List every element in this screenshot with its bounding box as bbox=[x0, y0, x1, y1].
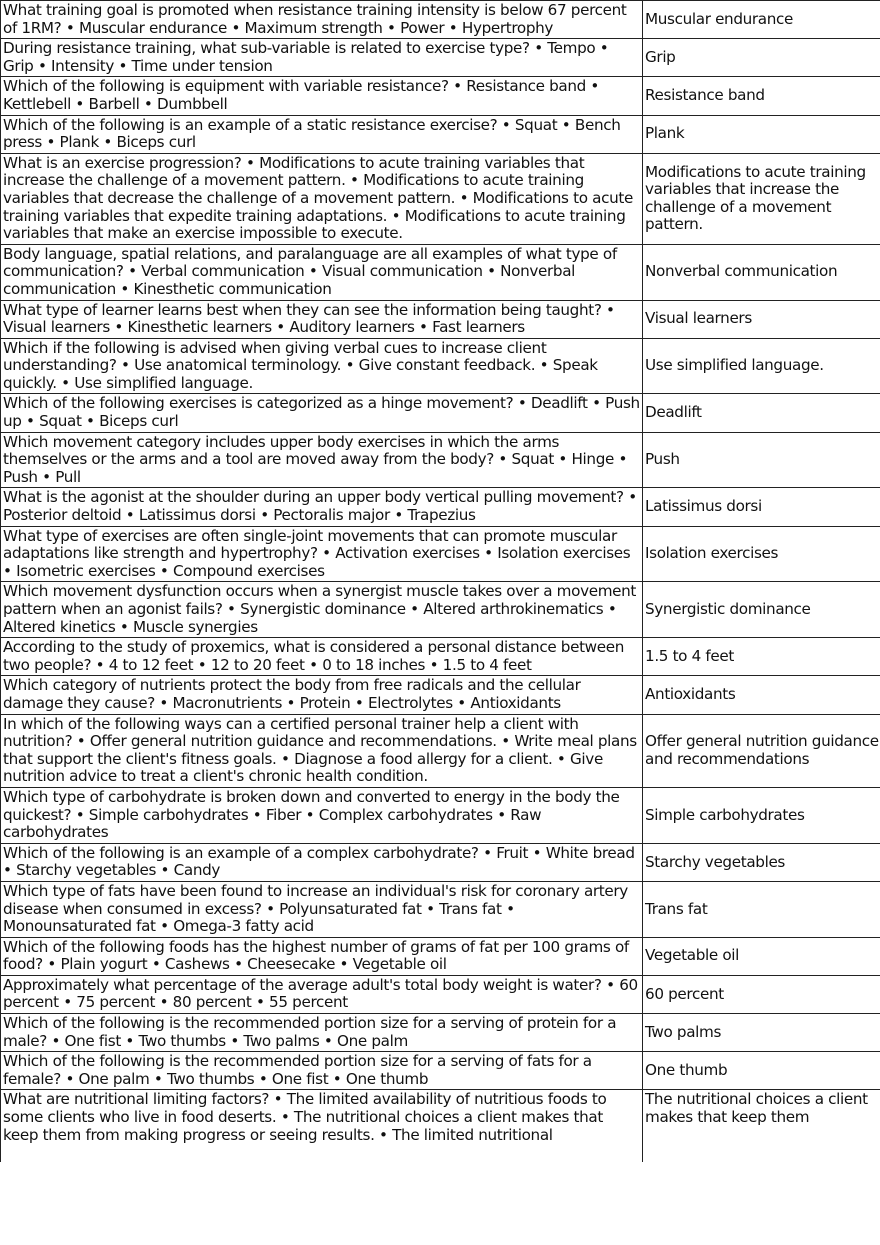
question-cell: What training goal is promoted when resistance training intensity is below 67 percent of 1RM? • Muscular endurance • Maximum strength • Power • Hypertrophy bbox=[1, 1, 643, 39]
question-cell: In which of the following ways can a certified personal trainer help a client with nutrition? • Offer general nutrition guidance and recommendations. • Write meal plans that support the client's fitness goals. • Diagnose a food allergy for a client. • Give nutrition advice to treat a client's chronic health condition. bbox=[1, 714, 643, 787]
answer-cell: Antioxidants bbox=[643, 676, 880, 714]
table-row bbox=[1, 394, 880, 432]
answer-cell: Isolation exercises bbox=[643, 526, 880, 582]
answer-cell: Latissimus dorsi bbox=[643, 488, 880, 526]
answer-cell: Offer general nutrition guidance and recommendations bbox=[643, 714, 880, 787]
question-cell: What is an exercise progression? • Modifications to acute training variables that increase the challenge of a movement pattern. • Modifications to acute training variables that decrease the challenge of a movement pattern. • Modifications to acute training variables that expedite training adaptations. • Modifications to acute training variables that make an exercise impossible to execute. bbox=[1, 153, 643, 244]
table-row bbox=[1, 638, 880, 676]
table-row bbox=[1, 676, 880, 714]
question-cell: What is the agonist at the shoulder during an upper body vertical pulling movement? • Posterior deltoid • Latissimus dorsi • Pectoralis major • Trapezius bbox=[1, 488, 643, 526]
table-row bbox=[1, 1, 880, 39]
answer-cell: Modifications to acute training variables that increase the challenge of a movement pattern. bbox=[643, 153, 880, 244]
table-row bbox=[1, 843, 880, 881]
table-row bbox=[1, 787, 880, 843]
answer-cell: Plank bbox=[643, 115, 880, 153]
answer-cell: Grip bbox=[643, 39, 880, 77]
question-cell: Which type of fats have been found to increase an individual's risk for coronary artery disease when consumed in excess? • Polyunsaturated fat • Trans fat • Monounsaturated fat • Omega-3 fatty acid bbox=[1, 881, 643, 937]
question-cell: During resistance training, what sub-variable is related to exercise type? • Tempo • Grip • Intensity • Time under tension bbox=[1, 39, 643, 77]
answer-cell: One thumb bbox=[643, 1052, 880, 1090]
table-row bbox=[1, 153, 880, 244]
table-row bbox=[1, 582, 880, 638]
answer-cell: Deadlift bbox=[643, 394, 880, 432]
question-cell: Which of the following is an example of a static resistance exercise? • Squat • Bench press • Plank • Biceps curl bbox=[1, 115, 643, 153]
answer-cell: Nonverbal communication bbox=[643, 244, 880, 300]
answer-cell: Muscular endurance bbox=[643, 1, 880, 39]
answer-cell: Trans fat bbox=[643, 881, 880, 937]
answer-cell: The nutritional choices a client makes that keep them bbox=[643, 1090, 880, 1163]
question-cell: Which of the following is the recommended portion size for a serving of protein for a male? • One fist • Two thumbs • Two palms • One palm bbox=[1, 1014, 643, 1052]
table-row bbox=[1, 937, 880, 975]
table-row bbox=[1, 115, 880, 153]
table-row bbox=[1, 714, 880, 787]
question-cell: Body language, spatial relations, and paralanguage are all examples of what type of communication? • Verbal communication • Visual communication • Nonverbal communication • Kinesthetic communication bbox=[1, 244, 643, 300]
question-cell: Which of the following exercises is categorized as a hinge movement? • Deadlift • Push up • Squat • Biceps curl bbox=[1, 394, 643, 432]
table-row bbox=[1, 244, 880, 300]
question-cell: Which of the following foods has the highest number of grams of fat per 100 grams of food? • Plain yogurt • Cashews • Cheesecake • Vegetable oil bbox=[1, 937, 643, 975]
question-cell: What are nutritional limiting factors? • The limited availability of nutritious foods to some clients who live in food deserts. • The nutritional choices a client makes that keep them from making progress or seeing results. • The limited nutritional bbox=[1, 1090, 643, 1163]
table-row bbox=[1, 1014, 880, 1052]
table-row bbox=[1, 975, 880, 1013]
question-cell: Which if the following is advised when giving verbal cues to increase client understanding? • Use anatomical terminology. • Give constant feedback. • Speak quickly. • Use simplified language. bbox=[1, 338, 643, 394]
table-row bbox=[1, 338, 880, 394]
question-cell: According to the study of proxemics, what is considered a personal distance between two people? • 4 to 12 feet • 12 to 20 feet • 0 to 18 inches • 1.5 to 4 feet bbox=[1, 638, 643, 676]
answer-cell: Starchy vegetables bbox=[643, 843, 880, 881]
table-row bbox=[1, 881, 880, 937]
table-row bbox=[1, 432, 880, 488]
table-row bbox=[1, 39, 880, 77]
table-row bbox=[1, 526, 880, 582]
answer-cell: 1.5 to 4 feet bbox=[643, 638, 880, 676]
answer-cell: Synergistic dominance bbox=[643, 582, 880, 638]
answer-cell: 60 percent bbox=[643, 975, 880, 1013]
question-cell: Which category of nutrients protect the body from free radicals and the cellular damage they cause? • Macronutrients • Protein • Electrolytes • Antioxidants bbox=[1, 676, 643, 714]
answer-cell: Vegetable oil bbox=[643, 937, 880, 975]
question-cell: Which movement category includes upper body exercises in which the arms themselves or the arms and a tool are moved away from the body? • Squat • Hinge • Push • Pull bbox=[1, 432, 643, 488]
table-row bbox=[1, 300, 880, 338]
answer-cell: Two palms bbox=[643, 1014, 880, 1052]
question-cell: Which of the following is equipment with variable resistance? • Resistance band • Kettlebell • Barbell • Dumbbell bbox=[1, 77, 643, 115]
question-cell: Approximately what percentage of the average adult's total body weight is water? • 60 percent • 75 percent • 80 percent • 55 percent bbox=[1, 975, 643, 1013]
question-cell: Which type of carbohydrate is broken down and converted to energy in the body the quickest? • Simple carbohydrates • Fiber • Complex carbohydrates • Raw carbohydrates bbox=[1, 787, 643, 843]
table-row bbox=[1, 1052, 880, 1090]
question-cell: Which of the following is the recommended portion size for a serving of fats for a female? • One palm • Two thumbs • One fist • One thumb bbox=[1, 1052, 643, 1090]
answer-cell: Resistance band bbox=[643, 77, 880, 115]
flashcard-table-body bbox=[1, 1, 880, 1163]
question-cell: Which of the following is an example of a complex carbohydrate? • Fruit • White bread • Starchy vegetables • Candy bbox=[1, 843, 643, 881]
table-row bbox=[1, 1090, 880, 1163]
question-cell: What type of learner learns best when they can see the information being taught? • Visual learners • Kinesthetic learners • Auditory learners • Fast learners bbox=[1, 300, 643, 338]
answer-cell: Use simplified language. bbox=[643, 338, 880, 394]
answer-cell: Simple carbohydrates bbox=[643, 787, 880, 843]
answer-cell: Push bbox=[643, 432, 880, 488]
table-row bbox=[1, 77, 880, 115]
table-row bbox=[1, 488, 880, 526]
question-cell: Which movement dysfunction occurs when a synergist muscle takes over a movement pattern when an agonist fails? • Synergistic dominance • Altered arthrokinematics • Altered kinetics • Muscle synergies bbox=[1, 582, 643, 638]
answer-cell: Visual learners bbox=[643, 300, 880, 338]
question-cell: What type of exercises are often single-joint movements that can promote muscular adaptations like strength and hypertrophy? • Activation exercises • Isolation exercises • Isometric exercises • Compound exercises bbox=[1, 526, 643, 582]
